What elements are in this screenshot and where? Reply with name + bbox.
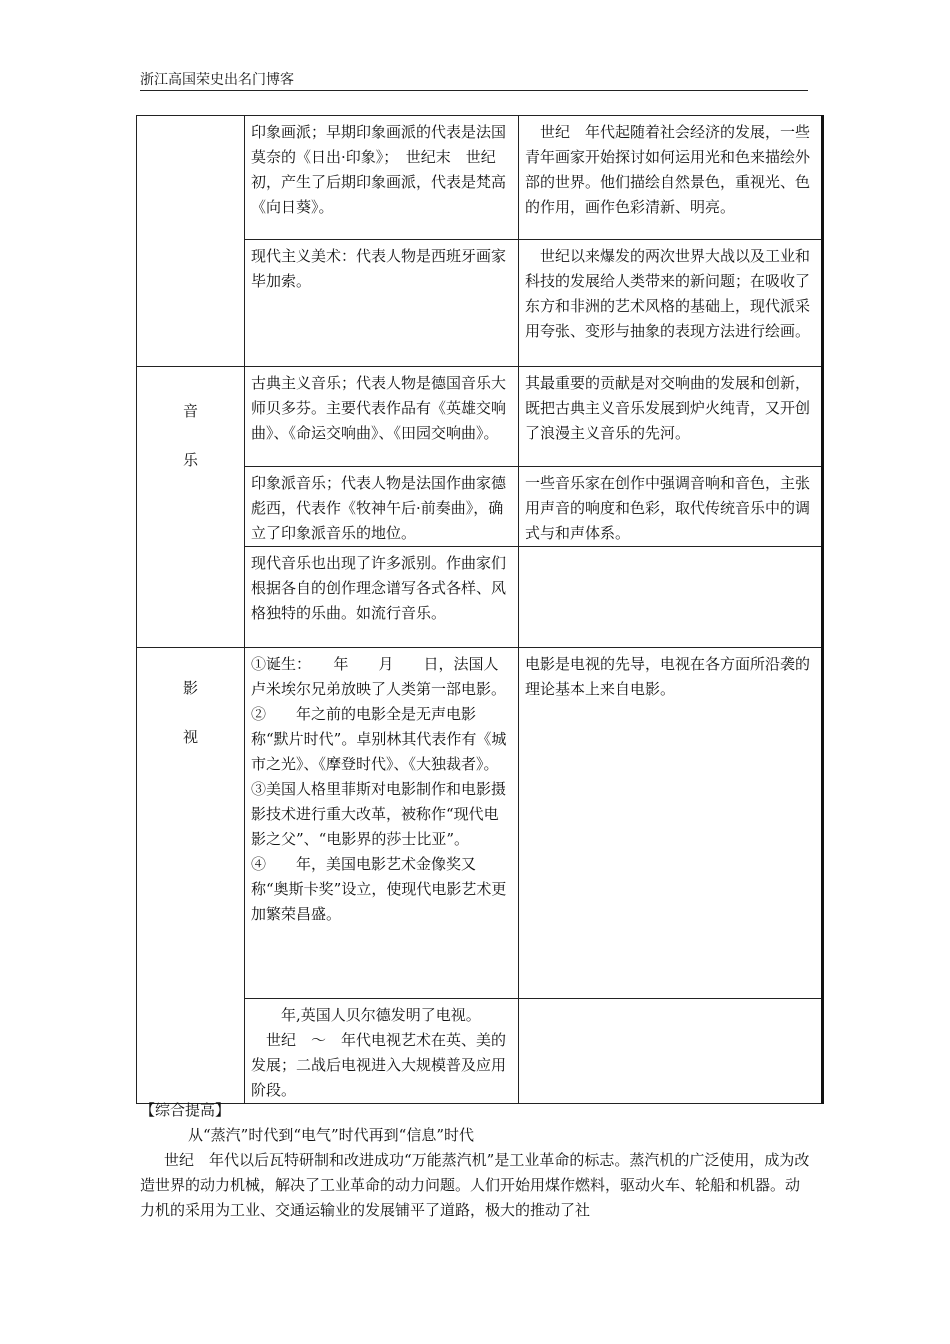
table-row bbox=[137, 116, 823, 240]
note-cell: 世纪 年代起随着社会经济的发展，一些青年画家开始探讨如何运用光和色来描绘外部的世界。他们描绘自然景色，重视光、色的作用，画作色彩清新、明亮。 bbox=[519, 116, 823, 240]
note-cell: 一些音乐家在创作中强调音响和音色，主张用声音的响度和色彩，取代传统音乐中的调式与和声体系。 bbox=[519, 467, 823, 547]
category-label-film: 影视 bbox=[182, 679, 198, 746]
page-header bbox=[140, 72, 808, 91]
note-cell bbox=[519, 999, 823, 1104]
section-paragraph: 世纪 年代以后瓦特研制和改进成功“万能蒸汽机”是工业革命的标志。蒸汽机的广泛使用，成为改造世界的动力机械，解决了工业革命的动力问题。人们开始用煤作燃料，驱动火车、轮船和机器。动力机的采用为工业、交通运输业的发展铺平了道路，极大的推动了社 bbox=[140, 1151, 810, 1219]
content-cell: ①诞生： 年 月 日，法国人卢米埃尔兄弟放映了人类第一部电影。 ② 年之前的电影全是无声电影称“默片时代”。卓别林其代表作有《城市之光》、《摩登时代》、《大独裁者》。 ③美国人格里菲斯对电影制作和电影摄影技术进行重大改革，被称作“现代电影之父”、“电影界的莎士比亚”。 ④ 年，美国电影艺术金像奖又称“奥斯卡奖”设立，使现代电影艺术更加繁荣昌盛。 bbox=[245, 648, 519, 999]
note-cell bbox=[519, 547, 823, 648]
note-cell: 其最重要的贡献是对交响曲的发展和创新，既把古典主义音乐发展到炉火纯青，又开创了浪漫主义音乐的先河。 bbox=[519, 367, 823, 467]
content-cell: 现代主义美术：代表人物是西班牙画家毕加索。 bbox=[245, 240, 519, 367]
footer-section bbox=[140, 1098, 810, 1223]
content-cell: 现代音乐也出现了许多派别。作曲家们根据各自的创作理念谱写各式各样、风格独特的乐曲。如流行音乐。 bbox=[245, 547, 519, 648]
note-cell: 电影是电视的先导，电视在各方面所沿袭的理论基本上来自电影。 bbox=[519, 648, 823, 999]
category-label-music: 音乐 bbox=[182, 402, 198, 469]
content-cell: 古典主义音乐；代表人物是德国音乐大师贝多芬。主要代表作品有《英雄交响曲》、《命运交响曲》、《田园交响曲》。 bbox=[245, 367, 519, 467]
content-cell: 印象画派；早期印象画派的代表是法国莫奈的《日出·印象》； 世纪末 世纪初，产生了后期印象画派，代表是梵高《向日葵》。 bbox=[245, 116, 519, 240]
category-cell-film bbox=[137, 648, 245, 1104]
table-row bbox=[137, 648, 823, 999]
section-subtitle: 从“蒸汽”时代到“电气”时代再到“信息”时代 bbox=[188, 1126, 475, 1144]
table-row bbox=[137, 367, 823, 467]
note-cell: 世纪以来爆发的两次世界大战以及工业和科技的发展给人类带来的新问题；在吸收了东方和非洲的艺术风格的基础上，现代派采用夸张、变形与抽象的表现方法进行绘画。 bbox=[519, 240, 823, 367]
content-table bbox=[136, 115, 824, 1104]
category-cell-music bbox=[137, 367, 245, 648]
section-heading: 【综合提高】 bbox=[140, 1101, 231, 1119]
content-cell: 印象派音乐；代表人物是法国作曲家德彪西，代表作《牧神午后·前奏曲》，确立了印象派音乐的地位。 bbox=[245, 467, 519, 547]
category-cell-art bbox=[137, 116, 245, 367]
content-cell: 年,英国人贝尔德发明了电视。 世纪 ～ 年代电视艺术在英、美的发展；二战后电视进入大规模普及应用阶段。 bbox=[245, 999, 519, 1104]
header-title: 浙江高国荣史出名门博客 bbox=[140, 72, 294, 88]
